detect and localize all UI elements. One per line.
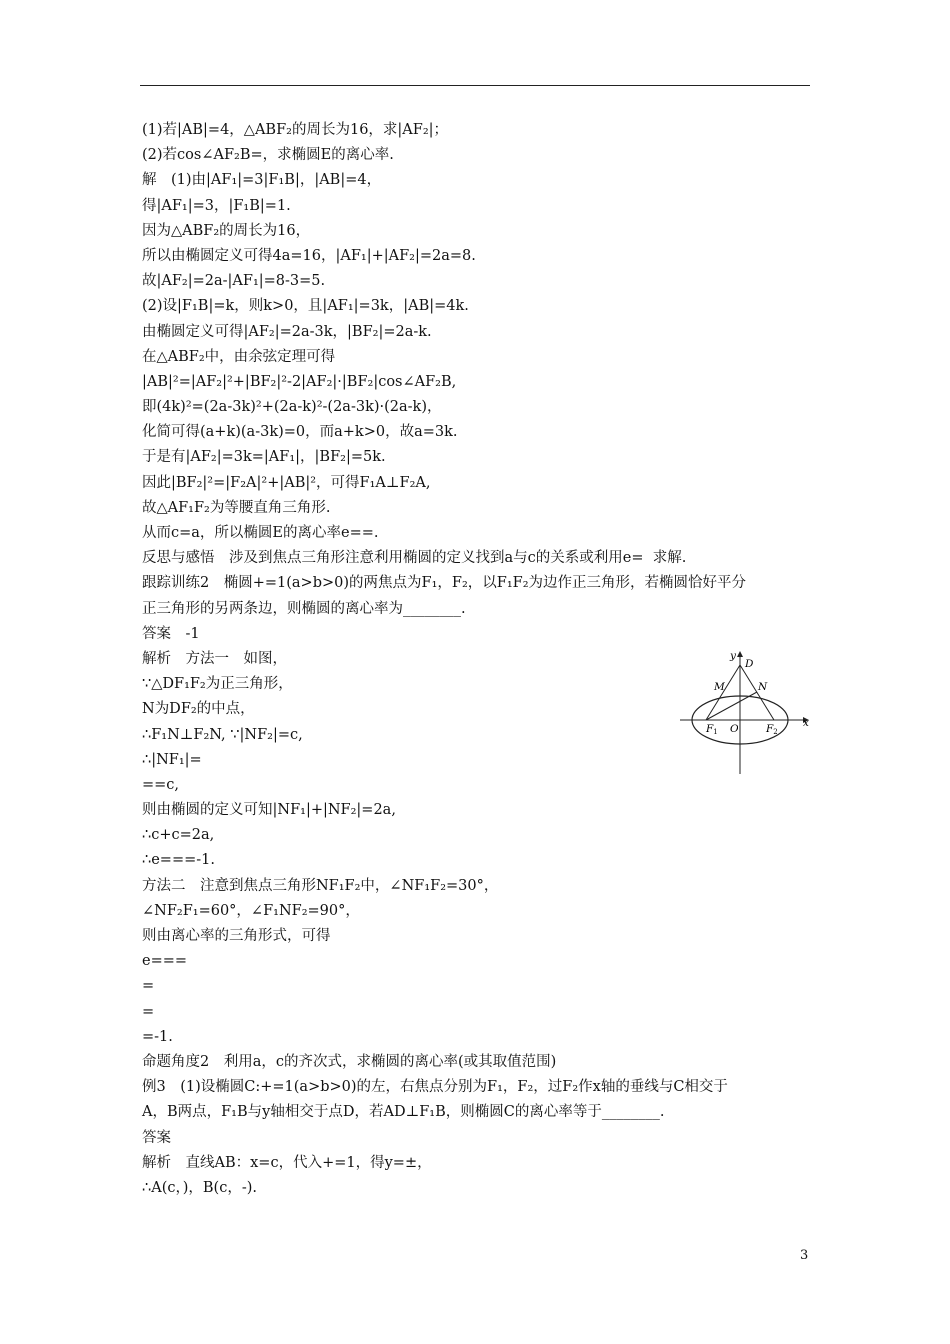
- label-y: y: [730, 650, 736, 662]
- text-line: 则由离心率的三角形式，可得: [142, 928, 331, 944]
- text-line: (2)设|F₁B|=k，则k>0，且|AF₁|=3k，|AB|=4k.: [142, 298, 469, 315]
- label-f1: F1: [706, 723, 718, 736]
- text-line: ∴e===-1.: [142, 852, 215, 869]
- text-line: 解 (1)由|AF₁|=3|F₁B|，|AB|=4，: [142, 172, 382, 189]
- text-line: 跟踪训练2 椭圆+=1(a>b>0)的两焦点为F₁，F₂，以F₁F₂为边作正三角形，若椭圆恰好平分: [142, 575, 747, 592]
- text-line: 得|AF₁|=3，|F₁B|=1.: [142, 197, 291, 214]
- text-line: =: [142, 978, 155, 995]
- ellipse-diagram: [676, 648, 816, 778]
- text-line: 即(4k)²=(2a-3k)²+(2a-k)²-(2a-3k)·(2a-k)，: [142, 399, 442, 416]
- text-line: 由椭圆定义可得|AF₂|=2a-3k，|BF₂|=2a-k.: [142, 323, 432, 340]
- text-line: 从而c=a，所以椭圆E的离心率e==.: [142, 525, 379, 541]
- text-line: 解析 方法一 如图，: [142, 650, 287, 667]
- text-line: ∴A(c，)，B(c，-).: [142, 1179, 257, 1196]
- text-line: ∴|NF₁|=: [142, 751, 202, 768]
- text-line: 所以由椭圆定义可得4a=16，|AF₁|+|AF₂|=2a=8.: [142, 247, 476, 264]
- text-line: =: [142, 1003, 155, 1020]
- text-line: e===: [142, 953, 188, 970]
- text-line: 解析 直线AB：x=c，代入+=1，得y=±，: [142, 1154, 432, 1171]
- text-line: 于是有|AF₂|=3k=|AF₁|，|BF₂|=5k.: [142, 449, 386, 466]
- page-number: 3: [800, 1248, 809, 1263]
- text-line: =-1.: [142, 1028, 173, 1045]
- header-rule: [140, 85, 810, 86]
- label-d: D: [745, 658, 754, 670]
- text-line: (1)若|AB|=4，△ABF₂的周长为16，求|AF₂|；: [142, 122, 449, 138]
- text-line: 故△AF₁F₂为等腰直角三角形.: [142, 499, 331, 516]
- text-line: 因此|BF₂|²=|F₂A|²+|AB|²，可得F₁A⊥F₂A,: [142, 474, 431, 491]
- text-line: 例3 (1)设椭圆C:+=1(a>b>0)的左，右焦点分别为F₁，F₂，过F₂作x轴的垂线与C相交于: [142, 1079, 728, 1096]
- text-line: ∴c+c=2a,: [142, 827, 215, 844]
- text-line: N为DF₂的中点，: [142, 701, 255, 718]
- text-line: |AB|²=|AF₂|²+|BF₂|²-2|AF₂|·|BF₂|cos∠AF₂B,: [142, 373, 457, 390]
- text-line: ∵△DF₁F₂为正三角形，: [142, 676, 293, 693]
- label-o: O: [730, 723, 739, 735]
- text-line: 在△ABF₂中，由余弦定理可得: [142, 348, 336, 365]
- text-line: ∴F₁N⊥F₂N, ∵|NF₂|=c,: [142, 726, 303, 743]
- text-line: 因为△ABF₂的周长为16，: [142, 222, 311, 239]
- text-line: ∠NF₂F₁=60°，∠F₁NF₂=90°，: [142, 902, 360, 919]
- text-line: ==c,: [142, 776, 180, 793]
- label-m: M: [714, 681, 725, 693]
- text-line: 答案: [142, 1129, 171, 1146]
- text-line: 则由椭圆的定义可知|NF₁|+|NF₂|=2a,: [142, 802, 396, 819]
- text-line: 答案 -1: [142, 625, 200, 642]
- text-line: 反思与感悟 涉及到焦点三角形注意利用椭圆的定义找到a与c的关系或利用e= 求解.: [142, 550, 687, 567]
- text-line: 命题角度2 利用a，c的齐次式，求椭圆的离心率(或其取值范围): [142, 1053, 557, 1070]
- ellipse-figure: [676, 648, 816, 778]
- label-n: N: [758, 681, 768, 693]
- text-line: 化简可得(a+k)(a-3k)=0，而a+k>0，故a=3k.: [142, 424, 458, 441]
- text-line: 故|AF₂|=2a-|AF₁|=8-3=5.: [142, 273, 326, 290]
- text-line: (2)若cos∠AF₂B=，求椭圆E的离心率.: [142, 147, 394, 164]
- text-line: 方法二 注意到焦点三角形NF₁F₂中，∠NF₁F₂=30°，: [142, 877, 499, 894]
- label-f2: F2: [766, 723, 778, 736]
- text-line: A，B两点，F₁B与y轴相交于点D，若AD⊥F₁B，则椭圆C的离心率等于________.: [142, 1104, 665, 1121]
- label-x: x: [803, 717, 809, 729]
- text-line: 正三角形的另两条边，则椭圆的离心率为________.: [142, 600, 466, 617]
